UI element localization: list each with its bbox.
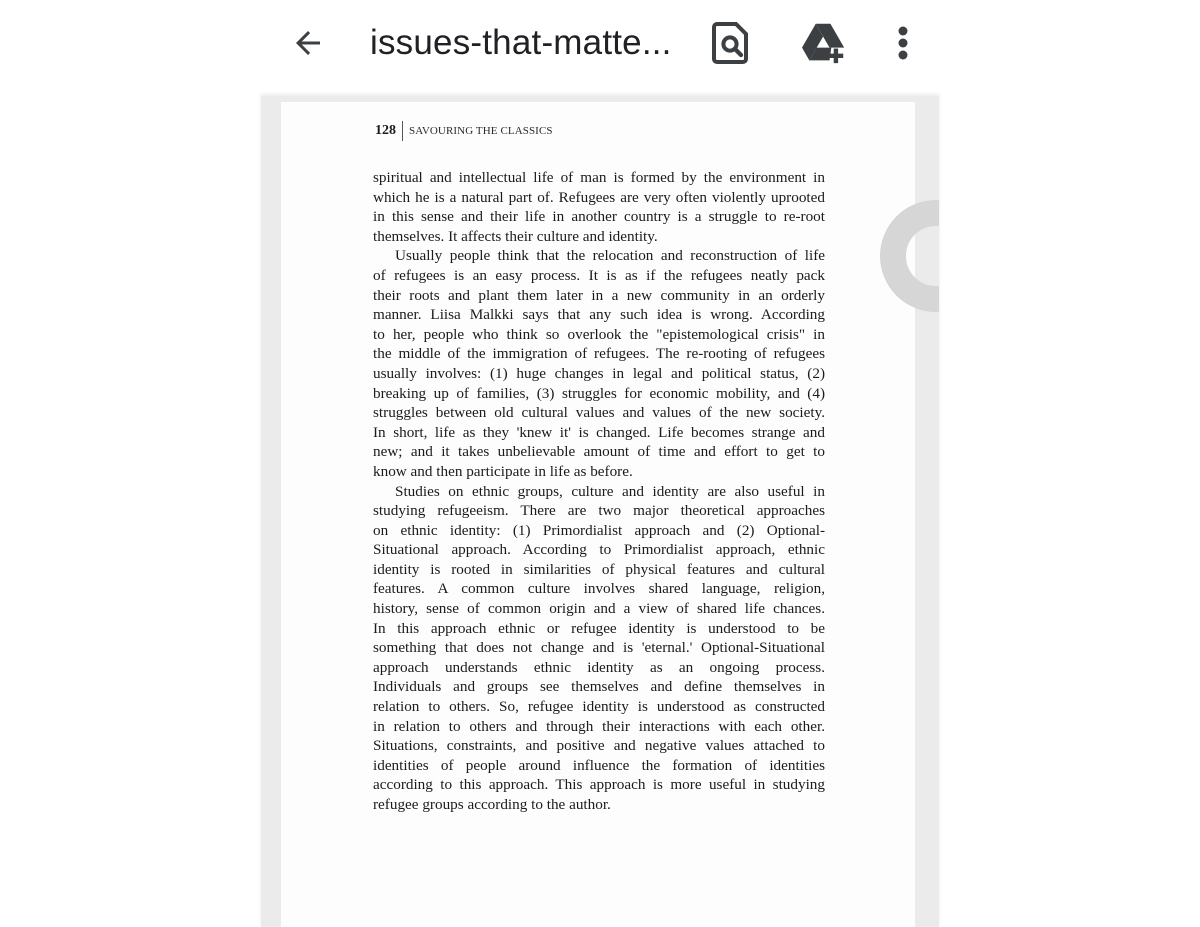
- text-line: struggles between old cultural values and values of the new society.: [373, 404, 825, 422]
- document-title: issues-that-matte...: [370, 23, 672, 62]
- text-line: Studies on ethnic groups, culture and identity are also useful in: [395, 482, 825, 500]
- running-title: SAVOURING THE CLASSICS: [409, 125, 553, 137]
- text-line: approach understands ethnic identity as an ongoing process.: [373, 658, 825, 676]
- text-line: breaking up of families, (3) struggles for economic mobility, and (4): [373, 384, 825, 402]
- text-line: relation to others. So, refugee identity is understood as constructed: [373, 698, 825, 716]
- text-line: which he is a natural part of. Refugees are very often violently uprooted: [373, 188, 825, 206]
- text-line: of refugees is an easy process. It is as if the refugees neatly pack: [373, 266, 825, 284]
- fast-scroll-handle[interactable]: [880, 200, 939, 312]
- text-line: history, sense of common origin and a view of shared life chances.: [373, 600, 825, 618]
- text-line: according to this approach. This approach is more useful in studying: [373, 776, 825, 794]
- text-line: their roots and plant them later in a new community in an orderly: [373, 286, 825, 304]
- text-line: know and then participate in life as before.: [373, 462, 633, 480]
- text-line: manner. Liisa Malkki says that any such idea is wrong. According: [373, 306, 825, 324]
- add-to-drive-button[interactable]: [796, 19, 852, 67]
- text-line: on ethnic identity: (1) Primordialist approach and (2) Optional-: [373, 521, 825, 539]
- arrow-back-icon: [290, 25, 326, 61]
- more-options-button[interactable]: [880, 19, 926, 67]
- text-line: Situations, constraints, and positive and negative values attached to: [373, 737, 825, 755]
- document-viewer[interactable]: [261, 96, 939, 927]
- text-line: Usually people think that the relocation and reconstruction of life: [395, 247, 825, 265]
- back-button[interactable]: [284, 20, 332, 66]
- find-in-page-button[interactable]: [706, 19, 756, 67]
- text-line: in relation to others and through their interactions with each other.: [373, 717, 825, 735]
- scroll-handle-container: [860, 190, 939, 320]
- running-head: [375, 120, 553, 142]
- text-line: In short, life as they 'knew it' is changed. Life becomes strange and: [373, 423, 825, 441]
- text-line: to her, people who think so overlook the "epistemological crisis" in: [373, 325, 825, 343]
- text-line: new; and it takes unbelievable amount of time and effort to get to: [373, 443, 825, 461]
- text-line: something that does not change and is 'eternal.' Optional-Situational: [373, 639, 825, 657]
- text-line: the middle of the immigration of refugees. The re-rooting of refugees: [373, 345, 825, 363]
- add-to-drive-icon: [800, 21, 848, 65]
- body-text: [373, 168, 825, 815]
- text-line: identity is rooted in similarities of physical features and cultural: [373, 560, 825, 578]
- text-line: spiritual and intellectual life of man is formed by the environment in: [373, 169, 825, 186]
- page-number: 128: [375, 121, 403, 141]
- text-line: In this approach ethnic or refugee identity is understood to be: [373, 619, 825, 637]
- text-line: studying refugeeism. There are two major theoretical approaches: [373, 502, 825, 520]
- more-vert-icon: [896, 25, 910, 61]
- text-line: refugee groups according to the author.: [373, 796, 611, 813]
- text-line: themselves. It affects their culture and identity.: [373, 227, 658, 245]
- pdf-page: [281, 102, 915, 927]
- app-bar: [0, 0, 1200, 96]
- text-line: features. A common culture involves shared language, religion,: [373, 580, 825, 598]
- find-in-page-icon: [711, 21, 751, 65]
- text-line: usually involves: (1) huge changes in legal and political status, (2): [373, 364, 825, 382]
- text-line: Situational approach. According to Primordialist approach, ethnic: [373, 541, 825, 559]
- text-line: in this sense and their life in another country is a struggle to re-root: [373, 208, 825, 226]
- text-line: identities of people around influence the formation of identities: [373, 756, 825, 774]
- text-line: Individuals and groups see themselves and define themselves in: [373, 678, 825, 696]
